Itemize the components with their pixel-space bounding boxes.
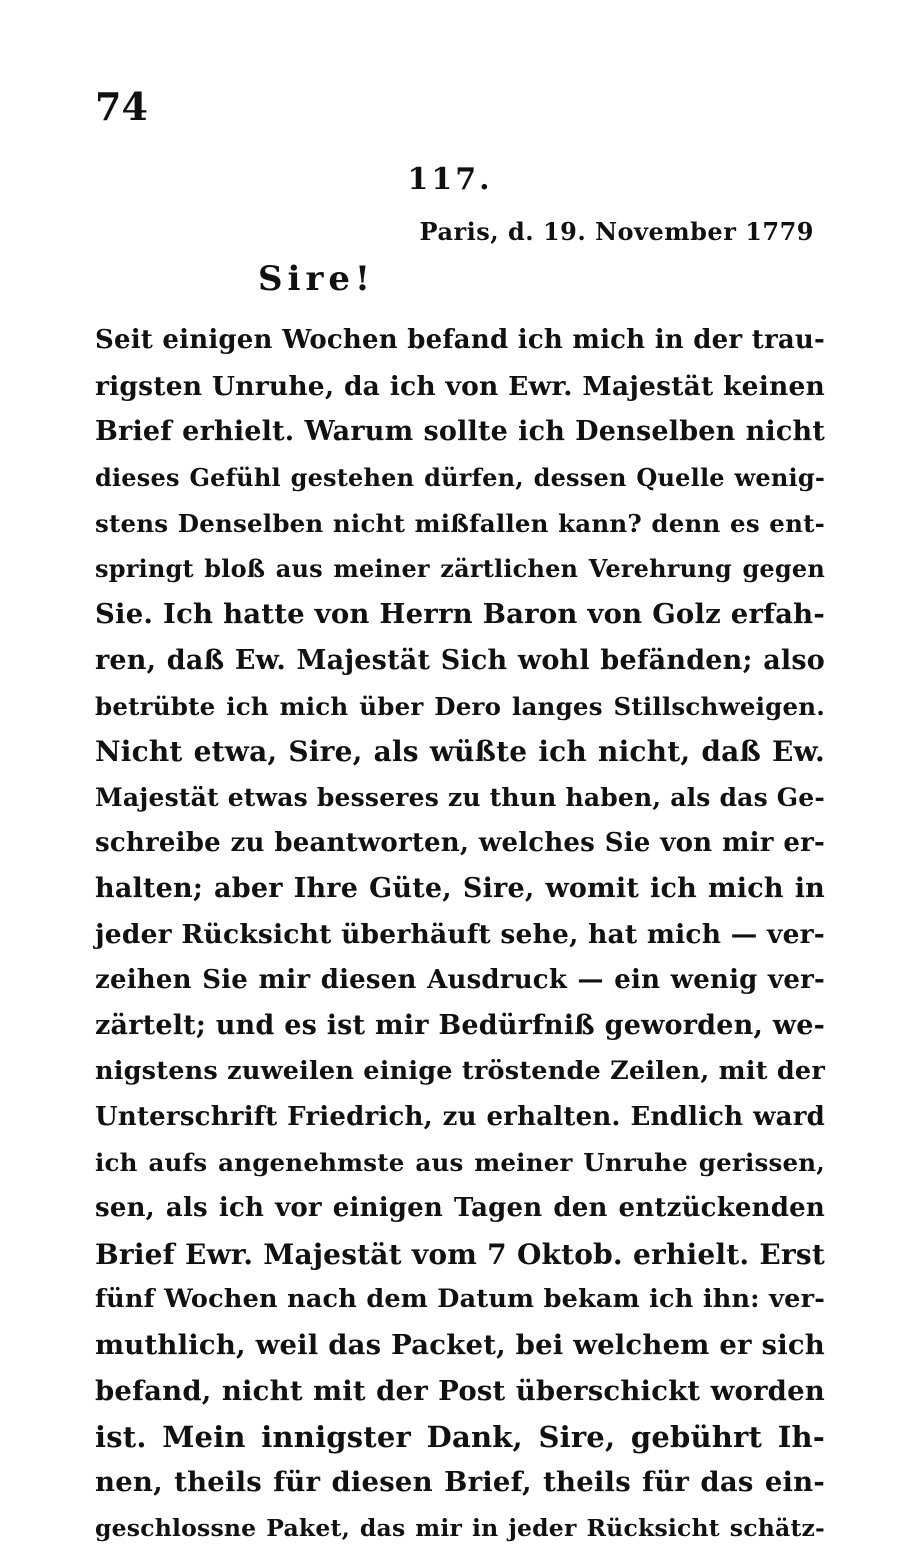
- letter-body: [95, 318, 825, 1545]
- body-line: Brief erhielt. Warum sollte ich Denselben nicht: [95, 416, 825, 448]
- body-line: fünf Wochen nach dem Datum bekam ich ihn: ver-: [95, 1284, 825, 1315]
- letter-number: 117.: [407, 162, 493, 197]
- body-line: zärtelt; und es ist mir Bedürfniß geworden, we-: [95, 1010, 825, 1042]
- body-line: rigsten Unruhe, da ich von Ewr. Majestät keinen: [95, 370, 825, 402]
- body-line: schreibe zu beantworten, welches Sie von mir er-: [95, 827, 825, 858]
- body-line: springt bloß aus meiner zärtlichen Verehrung gegen: [95, 554, 825, 584]
- salutation: Sire!: [258, 259, 375, 299]
- body-line: zeihen Sie mir diesen Ausdruck — ein wenig ver-: [95, 964, 825, 995]
- page-number: 74: [95, 84, 148, 129]
- body-line: muthlich, weil das Packet, bei welchem er sich: [95, 1329, 825, 1362]
- body-line: nen, theils für diesen Brief, theils für das ein-: [95, 1466, 825, 1499]
- body-line: Sie. Ich hatte von Herrn Baron von Golz erfah-: [95, 598, 825, 631]
- body-line: ist. Mein innigster Dank, Sire, gebührt Ih-: [95, 1419, 825, 1454]
- body-line: befand, nicht mit der Post überschickt worden: [95, 1374, 825, 1407]
- body-line: geschlossne Paket, das mir in jeder Rücksicht schätz-: [95, 1513, 825, 1542]
- body-line: Brief Ewr. Majestät vom 7 Oktob. erhielt. Erst: [95, 1237, 825, 1271]
- body-line: halten; aber Ihre Güte, Sire, womit ich mich in: [95, 873, 825, 905]
- body-line: stens Denselben nicht mißfallen kann? denn es ent-: [95, 508, 825, 538]
- body-line: Majestät etwas besseres zu thun haben, als das Ge-: [95, 782, 825, 812]
- body-line: jeder Rücksicht überhäuft sehe, hat mich — ver-: [95, 918, 825, 950]
- body-line: betrübte ich mich über Dero langes Stillschweigen.: [95, 691, 825, 721]
- body-line: ich aufs angenehmste aus meiner Unruhe gerissen,: [95, 1148, 825, 1178]
- place-date-line: Paris, d. 19. November 1779: [419, 217, 814, 246]
- body-line: Seit einigen Wochen befand ich mich in der trau-: [95, 325, 825, 355]
- body-line: ren, daß Ew. Majestät Sich wohl befänden; also: [95, 644, 825, 676]
- body-line: sen, als ich vor einigen Tagen den entzückenden: [95, 1193, 825, 1224]
- body-line: nigstens zuweilen einige tröstende Zeilen, mit der: [95, 1056, 825, 1086]
- body-line: Nicht etwa, Sire, als wüßte ich nicht, daß Ew.: [95, 735, 825, 769]
- body-line: dieses Gefühl gestehen dürfen, dessen Quelle wenig-: [95, 463, 825, 493]
- body-line: Unterschrift Friedrich, zu erhalten. Endlich ward: [95, 1101, 825, 1132]
